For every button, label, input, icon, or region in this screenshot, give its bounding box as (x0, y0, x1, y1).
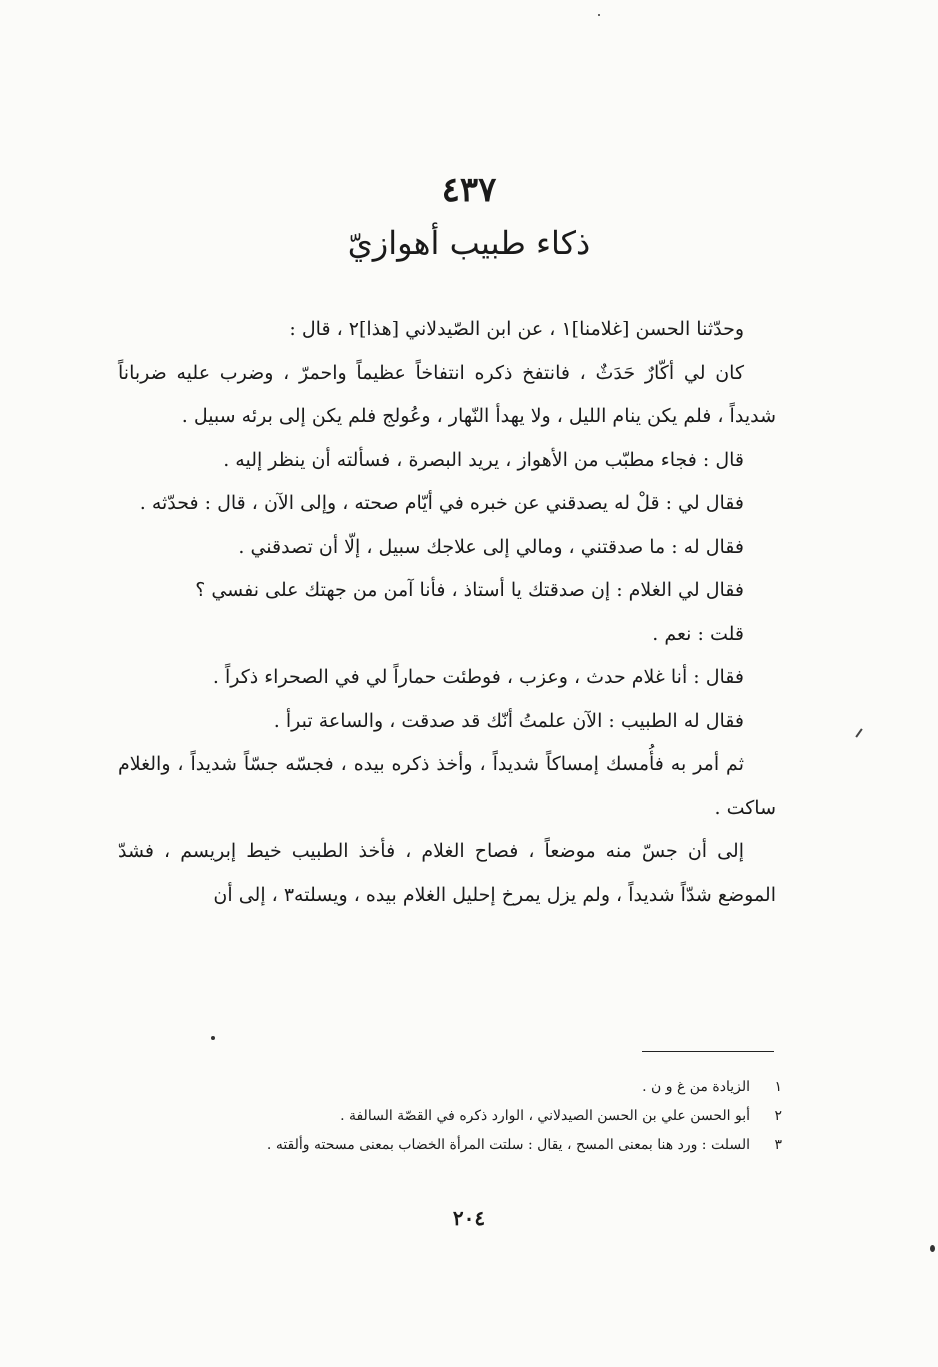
paragraph: وحدّثنا الحسن [غلامنا]١ ، عن ابن الصّيدلاني [هذا]٢ ، قال : (289, 318, 744, 340)
paragraph: فقال له : ما صدقتني ، ومالي إلى علاجك سبيل ، إلّا أن تصدقني . (238, 535, 744, 558)
footnote (230, 1073, 782, 1102)
scan-speck (598, 14, 600, 16)
scan-speck (930, 1245, 935, 1252)
paragraph: قلت : نعم . (652, 622, 744, 645)
paragraph: كان لي أكّارٌ حَدَثٌ ، فانتفخ ذكره انتفاخاً عظيماً واحمرّ ، وضرب عليه ضرباناً شديداً ، فلم يكن ينام الليل ، ولا يهدأ النّهار ، وعُولج فلم يكن إلى برئه سبيل . (118, 361, 776, 427)
paragraph: إلى أن جسّ منه موضعاً ، فصاح الغلام ، فأخذ الطبيب خيط إبريسم ، فشدّ الموضع شدّاً شديداً ، ولم يزل يمرخ إحليل الغلام بيده ، ويسلته٣ ، إلى أن (118, 840, 776, 906)
paragraph: فقال لي الغلام : إن صدقتك يا أستاذ ، فأنا آمن من جهتك على نفسي ؟ (195, 579, 744, 601)
paragraph: فقال لي : قلْ له يصدقني عن خبره في أيّام صحته ، وإلى الآن ، قال : فحدّثه . (139, 492, 744, 514)
story-number: ٤٣٧ (441, 170, 497, 210)
footnotes (230, 1073, 782, 1160)
footnote-text: أبو الحسن علي بن الحسن الصيدلاني ، الوارد ذكره في القصّة السالفة . (340, 1108, 750, 1124)
scan-speck (211, 1036, 215, 1040)
footnote-divider (642, 1051, 774, 1052)
scan-mark (855, 728, 862, 737)
footnote (230, 1102, 782, 1131)
footnote-text: السلت : ورد هنا بمعنى المسح ، يقال : سلتت المرأة الخضاب بمعنى مسحته وألقته . (266, 1137, 750, 1153)
paragraph: فقال له الطبيب : الآن علمتُ أنّك قد صدقت ، والساعة تبرأ . (273, 709, 744, 732)
footnote-number: ٢ (774, 1108, 782, 1124)
paragraph: ثم أمر به فأُمسك إمساكاً شديداً ، وأخذ ذكره بيده ، فجسّه جسّاً شديداً ، والغلام ساكت . (118, 753, 776, 819)
story-body (118, 308, 776, 917)
footnote (230, 1131, 782, 1160)
footnote-number: ٣ (774, 1137, 782, 1153)
paragraph: قال : فجاء مطبّب من الأهواز ، يريد البصرة ، فسألته أن ينظر إليه . (223, 448, 744, 471)
footnote-number: ١ (774, 1079, 782, 1095)
paragraph: فقال : أنا غلام حدث ، وعزب ، فوطئت حماراً لي في الصحراء ذكراً . (212, 666, 744, 688)
page-number: ٢٠٤ (452, 1206, 486, 1230)
footnote-text: الزيادة من غ و ن . (642, 1079, 750, 1095)
story-title: ذكاء طبيب أهوازيّ (347, 224, 591, 262)
